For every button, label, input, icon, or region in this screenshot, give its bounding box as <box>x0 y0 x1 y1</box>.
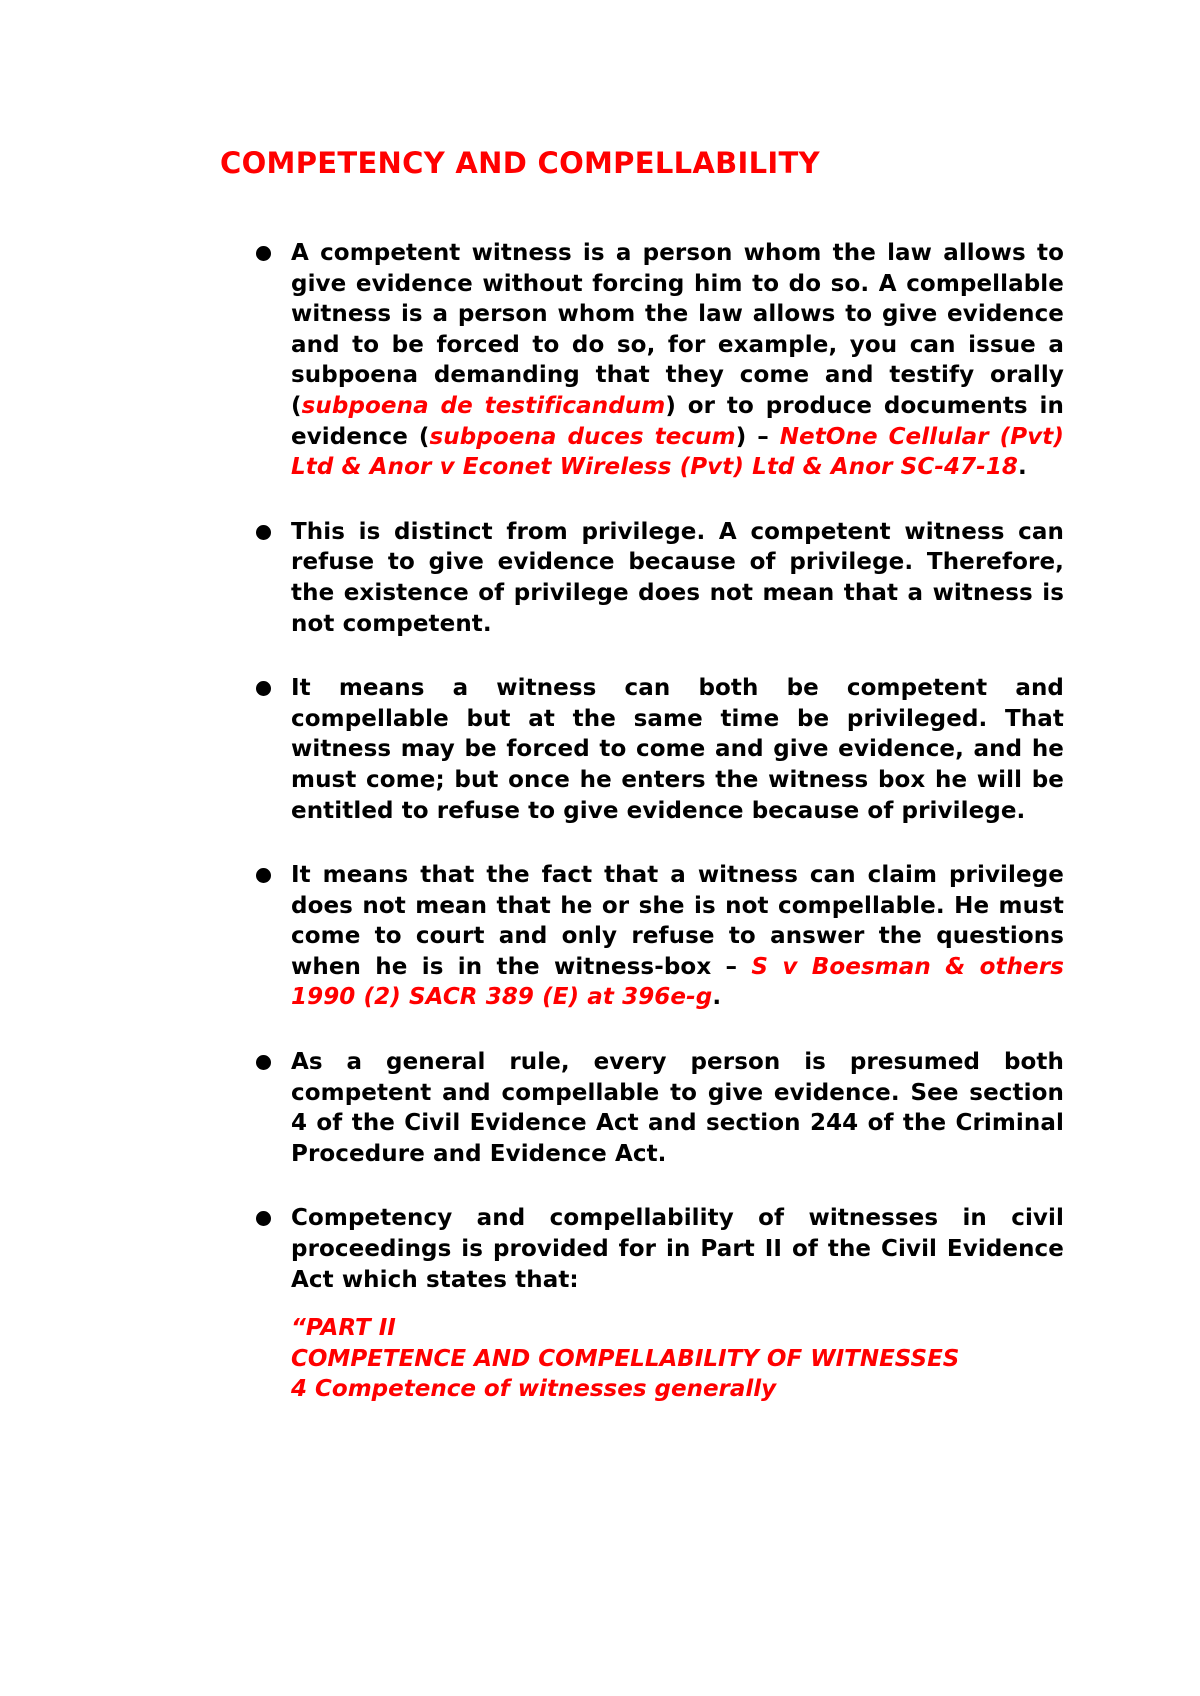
statute-quote <box>291 1313 1064 1405</box>
case-citation: NetOne Cellular (Pvt) Ltd & Anor v Econet Wireless (Pvt) Ltd & Anor SC-47-18 <box>291 423 1065 481</box>
bullet-icon <box>256 525 271 540</box>
list-item <box>256 238 1064 483</box>
list-item <box>256 673 1064 826</box>
bullet-icon <box>256 868 271 883</box>
paragraph-text: Competency and compellability of witnesses in civil proceedings is provided for in Part II of the Civil Evidence Act which states that: <box>291 1205 1064 1293</box>
paragraph-text: It means that the fact that a witness can claim privilege does not mean that he or she is not compellable. He must come to court and only refuse to answer the questions when he is in the witness-box – S v Boesman & others 1990 (2) SACR 389 (E) at 396e-g. <box>291 862 1064 1011</box>
case-term: subpoena duces tecum <box>429 423 736 450</box>
bullet-icon <box>256 246 271 261</box>
bullet-icon <box>256 681 271 696</box>
list-item <box>256 860 1064 1013</box>
quote-subsection-title: 4 Competence of witnesses generally <box>291 1376 777 1403</box>
list-item <box>256 1047 1064 1169</box>
quote-part-heading: “PART II <box>291 1315 396 1342</box>
case-citation: S v Boesman & others 1990 (2) SACR 389 (E) at 396e-g <box>291 953 1064 1011</box>
paragraph-text: A competent witness is a person whom the law allows to give evidence without forcing him to do so. A compellable witness is a person whom the law allows to give evidence and to be forced to do so, for example, you can issue a subpoena demanding that they come and testify orally (subpoena de testificandum) or to produce documents in evidence (subpoena duces tecum) – NetOne Cellular (Pvt) Ltd & Anor v Econet Wireless (Pvt) Ltd & Anor SC-47-18. <box>291 240 1065 481</box>
page-title: COMPETENCY AND COMPELLABILITY <box>220 146 820 180</box>
bullet-icon <box>256 1211 271 1226</box>
list-item <box>256 517 1064 639</box>
case-term: subpoena de testificandum <box>301 392 666 419</box>
paragraph-text: This is distinct from privilege. A competent witness can refuse to give evidence because of privilege. Therefore, the existence of privilege does not mean that a witness is not competent. <box>291 518 1064 637</box>
bullet-icon <box>256 1055 271 1070</box>
list-item <box>256 1203 1064 1405</box>
bullet-list <box>256 238 1064 1439</box>
quote-section-title: COMPETENCE AND COMPELLABILITY OF WITNESSES <box>291 1345 960 1372</box>
paragraph-text: It means a witness can both be competent and compellable but at the same time be privileged. That witness may be forced to come and give evidence, and he must come; but once he enters the witness box he will be entitled to refuse to give evidence because of privilege. <box>291 675 1064 824</box>
paragraph-text: As a general rule, every person is presumed both competent and compellable to give evidence. See section 4 of the Civil Evidence Act and section 244 of the Criminal Procedure and Evidence Act. <box>291 1049 1064 1167</box>
